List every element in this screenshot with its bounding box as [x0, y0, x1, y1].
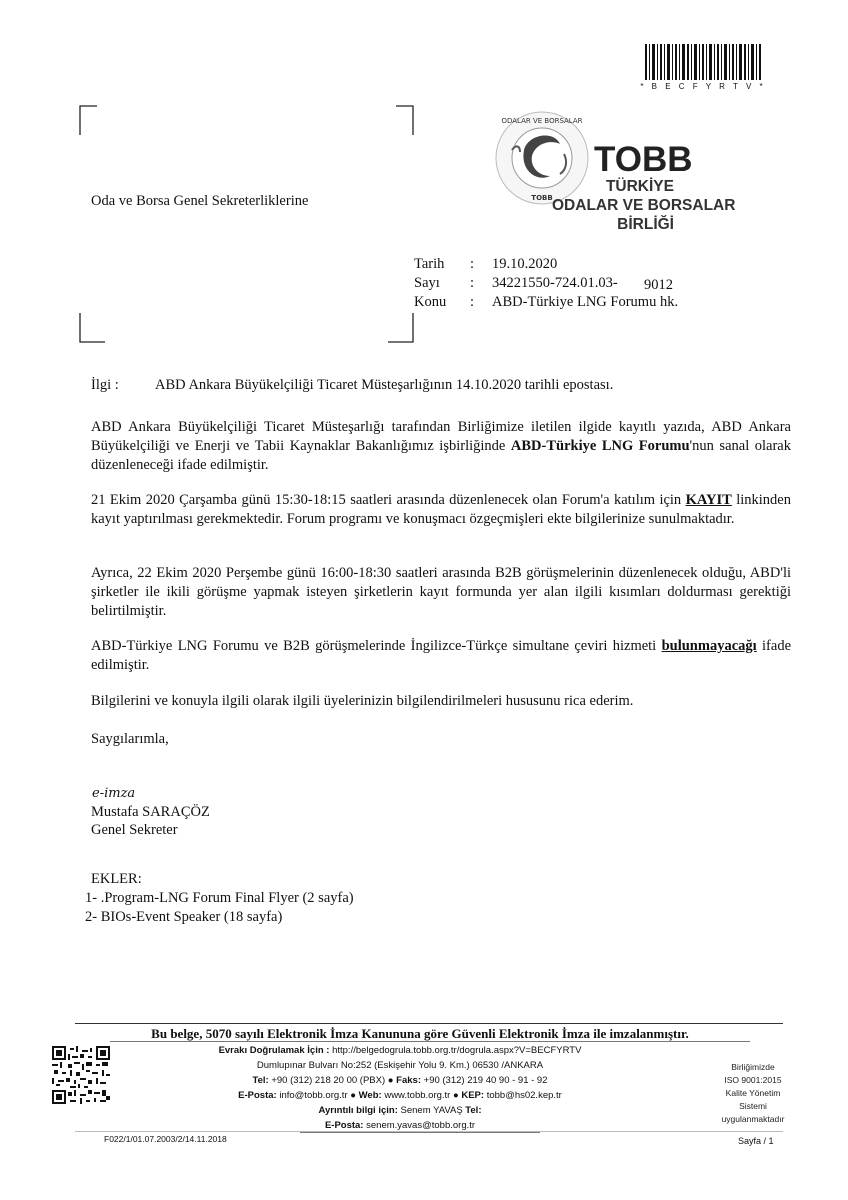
sayi-number: 9012 — [644, 277, 673, 293]
footer-eposta[interactable]: info@tobb.org.tr — [279, 1090, 348, 1101]
barcode-text: * B E C F Y R T V * — [640, 82, 766, 91]
paragraph-4 — [91, 637, 791, 675]
qr-code-icon — [52, 1046, 110, 1104]
corner-mark-bottom-left — [79, 313, 97, 331]
footer-verify — [140, 1045, 660, 1056]
footer-eposta-label: E-Posta: — [238, 1090, 277, 1101]
iso-line-3: Kalite Yönetim — [725, 1088, 781, 1098]
barcode — [645, 44, 761, 80]
closing: Saygılarımla, — [91, 731, 169, 747]
konu-colon: : — [470, 294, 475, 310]
paragraph-4-text-a: ABD-Türkiye LNG Forumu ve B2B görüşmelerinde İngilizce-Türkçe simultane çeviri hizmeti — [91, 638, 662, 654]
signer-title: Genel Sekreter — [91, 822, 178, 838]
e-imza-mark: e-imza — [92, 786, 136, 801]
paragraph-1-text-b: 'nun sanal olarak düzenleneceği ifade edilmiştir. — [91, 438, 791, 473]
iso-line-5: uygulanmaktadır — [721, 1114, 785, 1124]
iso-line-4: Sistemi — [739, 1101, 767, 1111]
footer-detail-email-value[interactable]: senem.yavas@tobb.org.tr — [366, 1120, 476, 1131]
footer-detail-label: Ayrıntılı bilgi için: — [318, 1105, 398, 1116]
sayi-value: 34221550-724.01.03- — [492, 275, 618, 291]
sayi-colon: : — [470, 275, 475, 291]
paragraph-4-text-b: ifade edilmiştir. — [91, 638, 792, 673]
paragraph-5: Bilgilerini ve konuyla ilgili olarak ilgili üyelerinizin bilgilendirilmeleri hususunu rica ederim. — [91, 693, 634, 709]
corner-mark-top-right — [396, 105, 414, 123]
paragraph-2-text-b: linkinden kayıt yaptırılması gerekmektedir. Forum programı ve konuşmacı özgeçmişleri ekte bilgilerinize sunulmaktadır. — [91, 492, 791, 527]
svg-text:ODALAR VE BORSALAR: ODALAR VE BORSALAR — [501, 117, 583, 125]
footer-faks-label: Faks: — [396, 1075, 421, 1086]
footer-bottom-rule — [75, 1131, 783, 1132]
corner-mark-top-left — [79, 105, 97, 123]
ilgi-text: ABD Ankara Büyükelçiliği Ticaret Müsteşarlığının 14.10.2020 tarihli epostası. — [155, 377, 614, 393]
footer-kep-label: KEP: — [461, 1090, 485, 1101]
footer-title: Bu belge, 5070 sayılı Elektronik İmza Kanununa göre Güvenli Elektronik İmza ile imzalanmıştır. — [151, 1026, 689, 1041]
tobb-title: TOBB — [594, 140, 693, 179]
iso-line-2: ISO 9001:2015 — [724, 1075, 782, 1085]
ilgi-label: İlgi : — [91, 377, 119, 393]
footer-detail-email-label: E-Posta: — [324, 1120, 364, 1131]
footer-kep[interactable]: tobb@hs02.kep.tr — [486, 1090, 562, 1101]
page-number: Sayfa / 1 — [738, 1136, 774, 1146]
footer-top-rule — [75, 1023, 783, 1024]
footer-detail-rule — [300, 1132, 540, 1133]
footer-verify-url[interactable]: http://belgedogrula.tobb.org.tr/dogrula.aspx?V=BECFYRTV — [332, 1045, 582, 1056]
footer-web[interactable]: www.tobb.org.tr — [384, 1090, 451, 1101]
attachment-item: 2- BIOs-Event Speaker (18 sayfa) — [85, 909, 283, 925]
form-code: F022/1/01.07.2003/2/14.11.2018 — [104, 1134, 227, 1144]
paragraph-4-bold: bulunmayacağı — [661, 638, 757, 654]
footer-tel-label: Tel: — [252, 1075, 269, 1086]
konu-label: Konu — [414, 294, 447, 310]
tarih-label: Tarih — [414, 256, 445, 272]
footer-verify-label: Evrakı Doğrulamak İçin : — [218, 1045, 330, 1056]
attachment-item: 1- .Program-LNG Forum Final Flyer (2 sayfa) — [85, 890, 354, 906]
iso-line-1: Birliğimizde — [731, 1062, 775, 1072]
tarih-colon: : — [470, 256, 475, 272]
paragraph-1-text-a: ABD Ankara Büyükelçiliği Ticaret Müsteşarlığı tarafından Birliğimize iletilen ilgide kayıtlı yazıda, ABD Ankara Büyükelçiliği ve Enerji ve Tabii Kaynaklar Bakanlığımız işbirliğinde — [91, 419, 791, 454]
logo-line-2: ODALAR VE BORSALAR — [552, 197, 736, 214]
recipient: Oda ve Borsa Genel Sekreterliklerine — [91, 193, 309, 209]
svg-text:TOBB: TOBB — [531, 194, 553, 202]
tarih-value: 19.10.2020 — [492, 256, 558, 272]
footer-faks: +90 (312) 219 40 90 - 91 - 92 — [423, 1075, 548, 1086]
paragraph-1-bold: ABD-Türkiye LNG Forumu — [510, 438, 690, 454]
footer-phone: Tel: +90 (312) 218 20 00 (PBX) ● Faks: +90 (312) 219 40 90 - 91 - 92 — [252, 1075, 548, 1086]
footer-tel: +90 (312) 218 20 00 (PBX) — [271, 1075, 386, 1086]
footer-address: Dumlupınar Bulvarı No:252 (Eskişehir Yolu 9. Km.) 06530 /ANKARA — [256, 1060, 544, 1071]
paragraph-3: Ayrıca, 22 Ekim 2020 Perşembe günü 16:00-18:30 saatleri arasında B2B görüşmelerinin düzenlenecek olduğu, ABD'li şirketler ile ikili görüşme yapmak isteyen şirketlerin kayıt formunda yer alan ilgili kısımları doldurması gerektiği belirtilmiştir. — [91, 565, 791, 619]
footer-web-label: Web: — [358, 1090, 382, 1101]
footer-detail-tel-label: Tel: — [465, 1105, 482, 1116]
kayit-link[interactable]: KAYIT — [685, 492, 732, 508]
footer-detail — [140, 1105, 660, 1116]
logo-line-1: TÜRKİYE — [605, 178, 674, 195]
signer-name: Mustafa SARAÇÖZ — [91, 804, 210, 820]
paragraph-1 — [91, 418, 791, 475]
corner-mark-bottom-right — [388, 313, 406, 331]
paragraph-2-text-a: 21 Ekim 2020 Çarşamba günü 15:30-18:15 saatleri arasında düzenlenecek olan Forum'a katılım için — [91, 492, 686, 508]
paragraph-2 — [91, 491, 791, 529]
logo-line-3: BİRLİĞİ — [617, 216, 674, 233]
footer-detail-email — [140, 1120, 660, 1131]
sayi-label: Sayı — [414, 275, 440, 291]
footer-divider — [110, 1041, 750, 1042]
footer-detail-name: Senem YAVAŞ — [400, 1105, 463, 1116]
attachments-label: EKLER: — [91, 871, 142, 887]
footer-contacts: E-Posta: info@tobb.org.tr ● Web: www.tobb.org.tr ● KEP: tobb@hs02.kep.tr — [238, 1090, 562, 1101]
konu-value: ABD-Türkiye LNG Forumu hk. — [492, 294, 679, 310]
